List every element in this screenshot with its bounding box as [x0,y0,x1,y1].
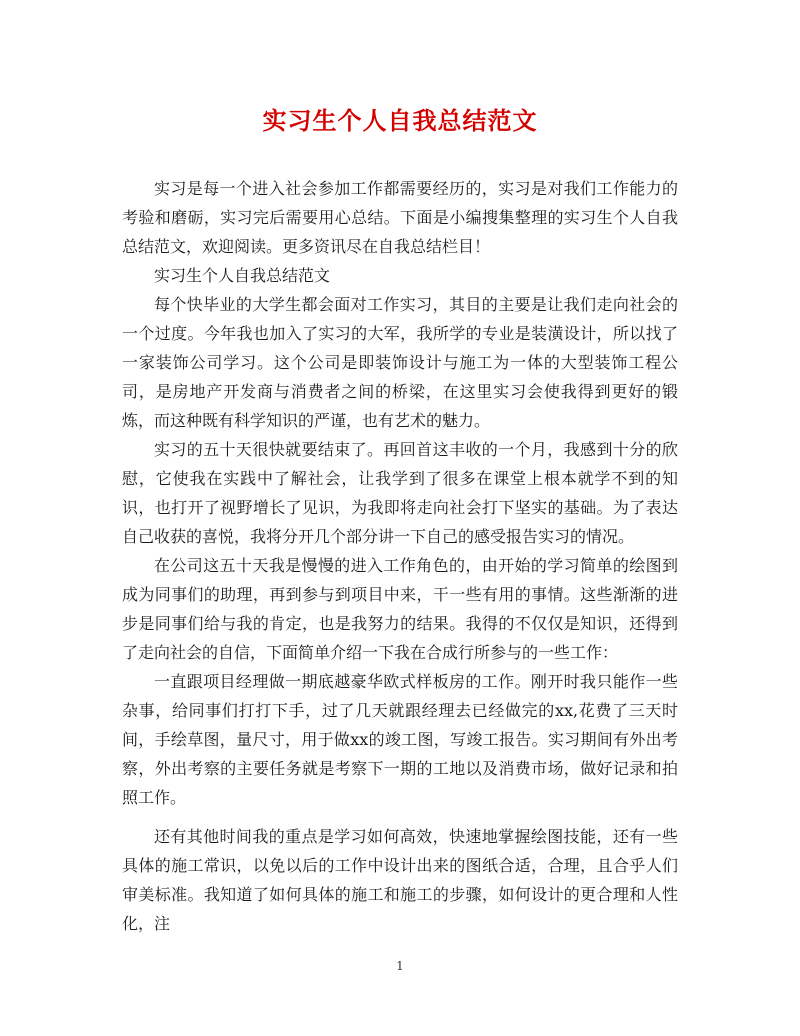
document-body [122,174,678,938]
paragraph-3: 在公司这五十天我是慢慢的进入工作角色的，由开始的学习简单的绘图到成为同事们的助理，再到参与到项目中来，干一些有用的事情。这些渐渐的进步是同事们给与我的肯定，也是我努力的结果。我得的不仅仅是知识，还得到了走向社会的自信，下面简单介绍一下我在合成行所参与的一些工作： [122,556,678,662]
document-title: 实习生个人自我总结范文 [262,106,538,135]
page-number: 1 [396,959,404,973]
paragraph-intro: 实习是每一个进入社会参加工作都需要经历的，实习是对我们工作能力的考验和磨砺，实习完后需要用心总结。下面是小编搜集整理的实习生个人自我总结范文，欢迎阅读。更多资讯尽在自我总结栏目！ [122,179,678,256]
paragraph-2: 实习的五十天很快就要结束了。再回首这丰收的一个月，我感到十分的欣慰，它使我在实践中了解社会，让我学到了很多在课堂上根本就学不到的知识，也打开了视野增长了见识，为我即将走向社会打下坚实的基础。为了表达自己收获的喜悦，我将分开几个部分讲一下自己的感受报告实习的情况。 [122,440,678,546]
paragraph-1: 每个快毕业的大学生都会面对工作实习，其目的主要是让我们走向社会的一个过度。今年我也加入了实习的大军，我所学的专业是装潢设计，所以找了一家装饰公司学习。这个公司是即装饰设计与施工为一体的大型装饰工程公司，是房地产开发商与消费者之间的桥梁，在这里实习会使我得到更好的锻炼，而这种既有科学知识的严谨，也有艺术的魅力。 [122,295,678,430]
paragraph-4: 一直跟项目经理做一期底越豪华欧式样板房的工作。刚开时我只能作一些杂事，给同事们打打下手，过了几天就跟经理去已经做完的xx,花费了三天时间，手绘草图，量尺寸，用于做xx的竣工图，写竣工报告。实习期间有外出考察，外出考察的主要任务就是考察下一期的工地以及消费市场，做好记录和拍照工作。 [122,672,678,807]
paragraph-subtitle: 实习生个人自我总结范文 [154,266,331,285]
paragraph-5: 还有其他时间我的重点是学习如何高效，快速地掌握绘图技能，还有一些具体的施工常识，以免以后的工作中设计出来的图纸合适，合理，且合乎人们审美标准。我知道了如何具体的施工和施工的步骤，如何设计的更合理和人性化，注 [122,827,678,933]
